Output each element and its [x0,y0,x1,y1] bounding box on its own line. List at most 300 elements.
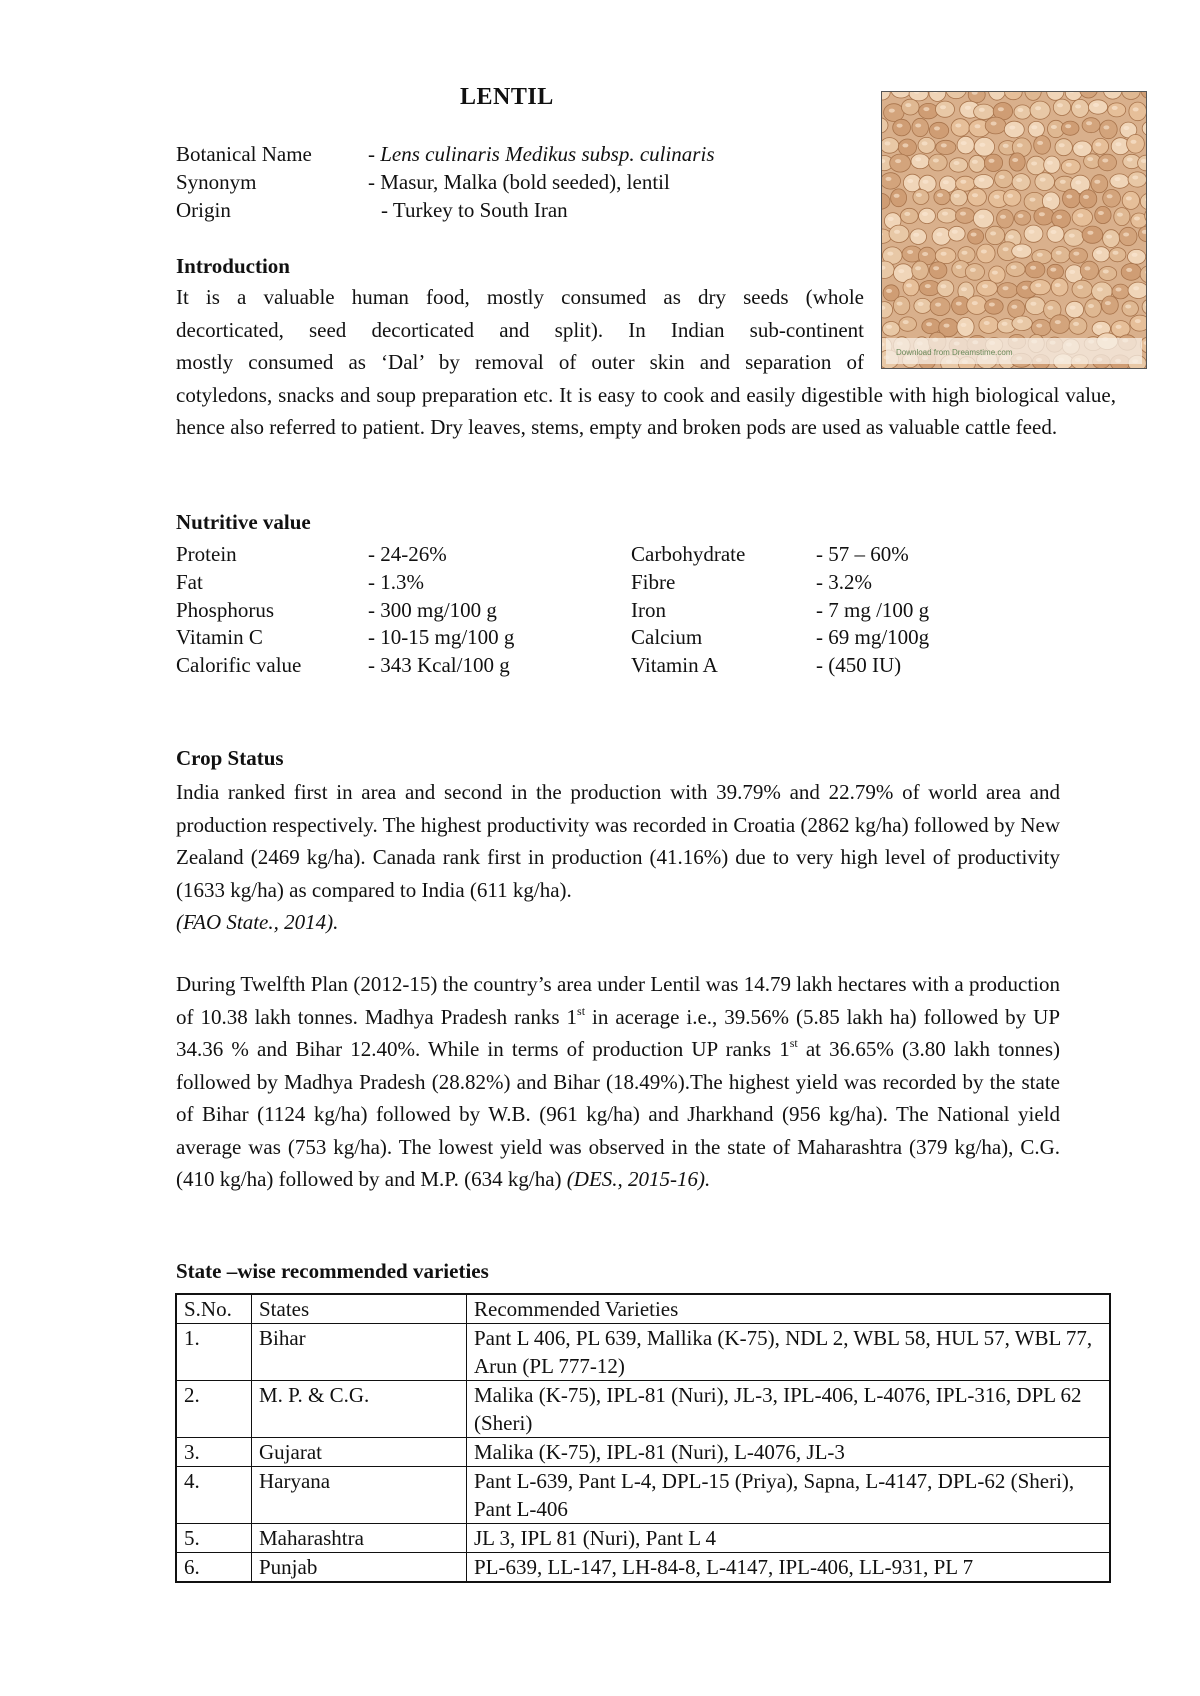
seed-highlight [979,143,985,147]
seed-highlight [975,124,981,128]
seed-highlight [1123,233,1129,237]
seed-highlight [885,141,891,145]
lentil-seed [985,117,1006,134]
seed-highlight [1103,125,1109,129]
seed-highlight [992,271,998,275]
meta-row-botanical-name [176,140,856,168]
seed-highlight [937,193,943,197]
seed-highlight [1116,142,1122,146]
seed-highlight [915,124,921,128]
nutrient-value: - 57 – 60% [816,542,909,566]
meta-key: Botanical Name [176,142,312,166]
seed-highlight [961,141,967,145]
seed-highlight [1007,194,1013,198]
seed-highlight [898,269,904,273]
seed-highlight [1125,305,1131,309]
lentil-seed [950,190,967,206]
lentil-seed [984,154,1002,171]
seed-highlight [1069,270,1075,274]
lentil-seed [1028,121,1044,137]
lentil-seed [900,208,918,223]
paragraph-text: India ranked first in area and second in the production with 39.79% and 22.79% of world area and production respectively. The highest productivity was recorded in Croatia (2862 kg/ha) followed by New Zealand (2469 kg/ha). Canada rank first in production (41.16%) due to very high level of productivity (1633 kg/ha) as compared to India (611 kg/ha). [176,780,1060,902]
seed-highlight [962,251,968,255]
lentil-seed [1069,248,1087,263]
seed-highlight [970,268,976,272]
lentil-seed [1088,100,1107,114]
lentil-seed [968,229,984,244]
lentil-seed [1061,159,1080,174]
lentil-seed [1122,191,1139,209]
seed-highlight [1008,235,1014,239]
seed-highlight [1132,176,1138,180]
seed-highlight [922,252,928,256]
seed-highlight [972,160,978,164]
seed-highlight [933,266,939,270]
seed-highlight [1116,325,1122,329]
lentil-seed [974,104,994,119]
lentil-seed [1128,249,1146,264]
page-title: LENTIL [460,84,554,110]
seed-highlight [954,194,960,198]
lentil-seed [1103,230,1120,248]
seed-highlight [1117,213,1123,217]
seed-highlight [965,106,971,110]
lentil-seed [951,119,969,137]
nutrient-name: Fibre [631,569,676,594]
table-row [176,1553,1110,1583]
lentil-seed [1006,262,1025,277]
lentil-seed [995,170,1013,188]
column-header: S.No. [176,1294,252,1324]
seed-highlight [955,124,961,128]
seed-highlight [952,230,958,234]
table-row [176,1438,1110,1467]
seed-highlight [1050,268,1056,272]
seed-highlight [960,212,966,216]
seed-highlight [1107,194,1113,198]
seed-highlight [916,193,922,197]
varieties-heading: State –wise recommended varieties [176,1259,489,1283]
lentil-seed [1082,226,1103,243]
cell-sno: 6. [176,1553,252,1583]
lentil-seed [1055,139,1072,156]
nutrient-name: Protein [176,542,237,566]
seed-highlight [1093,103,1099,107]
seed-highlight [1011,265,1017,269]
seed-highlight [1133,286,1139,290]
seed-highlight [1126,268,1132,272]
seed-highlight [907,250,913,254]
seed-highlight [1009,126,1015,130]
cell-varieties: PL-639, LL-147, LH-84-8, L-4147, IPL-406, LL-931, PL 7 [467,1553,1111,1583]
seed-highlight [897,124,903,128]
seed-highlight [1066,163,1072,167]
table-row [176,1324,1110,1381]
nutrient-value: - 10-15 mg/100 g [368,625,515,650]
lentil-seed [1012,244,1032,258]
nutrient-name: Phosphorus [176,597,275,622]
seed-highlight [1037,141,1043,145]
seed-highlight [1127,158,1133,162]
cell-state: M. P. & C.G. [252,1381,467,1438]
lentil-seed [1121,264,1141,281]
superscript: st [577,1003,586,1018]
lentil-seed [965,264,984,281]
seed-highlight [1003,247,1009,251]
lentil-seed [1027,156,1046,175]
seed-highlight [888,217,894,221]
lentil-seed [949,158,967,172]
lentil-seed [1053,99,1070,115]
cell-state: Maharashtra [252,1524,467,1553]
lentil-seed [974,175,994,189]
intro-line: It is a valuable human food, mostly consumed as dry seeds (whole [176,285,864,309]
seed-highlight [1030,198,1036,202]
lentil-seed [912,118,929,136]
lentil-seed [1025,262,1045,278]
seed-highlight [922,212,928,216]
lentil-seed [919,103,939,118]
seed-highlight [1096,250,1102,254]
seed-highlight [1077,145,1083,149]
nutritive-row [176,652,1076,680]
nutrient-value: - 24-26% [368,542,447,566]
lentil-seed [1003,190,1021,207]
seed-highlight [940,105,946,109]
seed-highlight [923,180,929,184]
lentil-seed [918,137,935,153]
lentil-seed [949,226,966,241]
lentil-seed [1114,208,1130,226]
seed-highlight [1000,215,1006,219]
lentil-seed [1130,315,1146,331]
nutrient-name: Carbohydrate [631,542,746,566]
seed-highlight [915,157,921,161]
seed-highlight [1098,211,1104,215]
nutritive-table [176,541,1076,680]
seed-highlight [1012,158,1018,162]
cell-sno: 2. [176,1381,252,1438]
seed-highlight [1084,266,1090,270]
cell-sno: 5. [176,1524,252,1553]
cell-varieties: Malika (K-75), IPL-81 (Nuri), L-4076, JL-3 [467,1438,1111,1467]
seed-highlight [1003,144,1009,148]
meta-row-origin [176,196,856,224]
crop-status-paragraph-2 [176,968,1060,1196]
lentil-seed [997,210,1014,229]
lentil-seed [1095,206,1111,223]
lentil-seed [977,244,995,263]
nutrient-name: Vitamin A [631,653,718,678]
nutritive-row [176,541,1076,569]
lentil-seed [957,136,974,154]
lentil-seed [891,189,907,207]
seed-highlight [1057,103,1063,107]
nutrient-value: - 69 mg/100g [816,625,930,650]
lentil-seed [969,155,985,172]
nutritive-row [176,569,1076,597]
seed-highlight [1126,196,1132,200]
lentil-seed [1129,102,1146,121]
seed-highlight [1031,162,1037,166]
seed-highlight [1106,235,1112,239]
lentil-seed [1128,172,1146,187]
seed-highlight [894,194,900,198]
nutritive-row [176,597,1076,625]
lentil-seed [934,190,950,205]
seed-highlight [1131,140,1137,144]
lentil-seed [1099,267,1117,281]
seed-highlight [1051,230,1057,234]
meta-value: - Turkey to South Iran [381,198,568,222]
seed-highlight [895,159,901,163]
seed-highlight [905,103,911,107]
seed-highlight [941,143,947,147]
table-header-row [176,1294,1110,1324]
seed-highlight [1077,213,1083,217]
seed-highlight [1056,251,1062,255]
lentil-seed [884,104,904,122]
lentil-seed [889,225,909,242]
seed-highlight [902,143,908,147]
seed-highlight [1123,126,1129,130]
lentil-seed [929,262,947,279]
lentil-seed [913,190,929,205]
lentil-seed [956,176,975,191]
nutrient-value: - 1.3% [368,569,424,594]
seed-highlight [991,122,997,126]
lentil-seed [1064,229,1084,246]
lentil-seed [1109,248,1126,262]
seed-highlight [1031,125,1037,129]
lentil-seed [1014,105,1031,119]
seed-highlight [887,252,893,256]
seed-highlight [1066,195,1072,199]
lentil-seed [973,209,993,228]
seed-highlight [942,212,948,216]
lentil-seed [1047,264,1063,279]
seed-highlight [999,175,1005,179]
lentil-seed [1063,189,1081,208]
seed-highlight [1069,234,1075,238]
lentil-seed [1092,138,1109,154]
seed-highlight [1039,212,1045,216]
lentil-seed [893,119,911,136]
seed-highlight [994,195,1000,199]
lentil-seed [968,188,987,206]
lentil-seed [1093,247,1110,262]
lentil-seed [1108,103,1126,117]
cell-state: Haryana [252,1467,467,1524]
lentil-seed [919,208,936,223]
watermark-text: Download from Dreamstime.com [896,348,1013,357]
intro-line: mostly consumed as ‘Dal’ by removal of outer skin and separation of [176,350,864,374]
seed-highlight [1051,125,1057,129]
lentil-seed [1035,173,1055,191]
lentil-seed [1100,120,1118,139]
lentil-seed [1052,210,1071,228]
meta-value: - Masur, Malka (bold seeded), lentil [368,170,670,194]
seed-highlight [981,250,987,254]
meta-value: - Lens culinaris Medikus subsp. culinaris [368,142,715,166]
lentil-seed [902,99,920,115]
seed-highlight [1103,270,1109,274]
crop-status-paragraph-1 [176,776,1060,939]
table-row [176,1381,1110,1438]
lentil-seed [910,229,927,245]
seed-highlight [889,109,895,113]
seed-highlight [971,233,977,237]
cell-sno: 4. [176,1467,252,1524]
lentil-seed [1080,261,1098,279]
paragraph-text: at 36.65% (3.80 lakh tonnes) followed by Madhya Pradesh (28.82%) and Bihar (18.49%).The highest yield was recorded by the state of Bihar (1124 kg/ha) followed by W.B. (961 kg/ha) and Jharkhand (956 kg/ha). The National yield average was (753 kg/ha). The lowest yield was observed in the state of Maharashtra (379 kg/ha), C.G. (410 kg/ha) followed by and M.P. (634 kg/ha) [176,1037,1060,1191]
lentil-seed [1072,209,1092,227]
seed-highlight [972,193,978,197]
seed-highlight [979,178,985,182]
lentil-seed [912,261,929,279]
seed-highlight [1095,142,1101,146]
lentil-seed [1082,118,1100,133]
lentil-seed [1098,154,1116,171]
lentil-seed [1091,175,1108,193]
lentil-seed [936,140,956,154]
introduction-text [176,281,1116,444]
varieties-table [175,1293,1111,1583]
seed-highlight [956,265,962,269]
lentil-seed [986,226,1005,244]
table-row [176,1467,1110,1524]
seed-highlight [1073,252,1079,256]
column-header: Recommended Varieties [467,1294,1111,1324]
cell-state: Gujarat [252,1438,467,1467]
lentil-seed [1051,247,1070,263]
seed-highlight [1065,124,1071,128]
lentil-seed [1012,174,1030,191]
seed-highlight [990,231,996,235]
seed-highlight [1017,247,1023,251]
seed-highlight [1017,108,1023,112]
cell-varieties: Malika (K-75), IPL-81 (Nuri), JL-3, IPL-406, L-4076, IPL-316, DPL 62 (Sheri) [467,1381,1111,1438]
seed-highlight [1113,251,1119,255]
lentil-seed [911,154,929,169]
lentil-seed [1034,207,1054,225]
lentil-seed [974,137,994,156]
seed-highlight [1087,231,1093,235]
seed-highlight [1094,180,1100,184]
seed-highlight [894,230,900,234]
nutrient-value: - (450 IU) [816,653,902,678]
seed-highlight [915,266,921,270]
seed-highlight [1017,143,1023,147]
paragraph-text: During Twelfth Plan (2012-15) the country’s area under Lentil was 14.79 lakh hectares with a production of 10.38 lakh tonnes. Madhya Pradesh ranks 1 [176,972,1060,1029]
crop-status-heading: Crop Status [176,746,284,770]
meta-key: Origin [176,198,231,222]
seed-highlight [1116,288,1122,292]
nutritive-heading: Nutritive value [176,510,311,534]
lentil-seed [898,139,916,156]
seed-highlight [1040,178,1046,182]
seed-highlight [941,252,947,256]
lentil-seed [1128,282,1146,298]
seed-highlight [943,180,949,184]
lentil-seed [929,154,948,171]
introduction-heading: Introduction [176,254,290,278]
seed-highlight [1046,197,1052,201]
seed-highlight [1060,180,1066,184]
nutritive-row [176,624,1076,652]
seed-highlight [1135,319,1141,323]
lentil-seed [1030,101,1050,119]
seed-highlight [1112,106,1118,110]
lentil-seed [935,248,956,264]
botanical-info [176,140,856,224]
lentil-seed [1119,227,1137,245]
seed-highlight [1132,253,1138,257]
cell-varieties: Pant L 406, PL 639, Mallika (K-75), NDL 2, WBL 58, HUL 57, WBL 77, Arun (PL 777-12) [467,1324,1111,1381]
lentil-seed [937,208,956,223]
seed-highlight [904,212,910,216]
seed-highlight [979,108,985,112]
seed-highlight [954,161,960,165]
cell-sno: 1. [176,1324,252,1381]
intro-line: decorticated, seed decorticated and split). In Indian sub-continent [176,317,864,342]
lentil-seed [1127,135,1145,154]
seed-highlight [1102,159,1108,163]
seed-highlight [1083,195,1089,199]
lentil-seed [890,154,911,172]
citation: (DES., 2015-16). [566,1167,711,1191]
cell-varieties: JL 3, IPL 81 (Nuri), Pant L 4 [467,1524,1111,1553]
lentil-seed [882,173,901,189]
seed-highlight [1030,266,1036,270]
lentil-seed [1034,136,1051,155]
cell-varieties: Pant L-639, Pant L-4, DPL-15 (Priya), Sapna, L-4147, DPL-62 (Sheri), Pant L-406 [467,1467,1111,1524]
seed-highlight [1047,161,1053,165]
table-row [176,1524,1110,1553]
lentil-seed [1131,213,1146,228]
seed-highlight [1133,107,1139,111]
nutrient-value: - 300 mg/100 g [368,597,497,622]
seed-highlight [922,141,928,145]
lentil-seed [1122,301,1138,316]
nutrient-name: Iron [631,597,666,622]
lentil-seed [1004,121,1024,138]
seed-highlight [907,179,913,183]
nutrient-value: - 7 mg /100 g [816,597,930,622]
cell-state: Bihar [252,1324,467,1381]
seed-highlight [989,159,995,163]
nutrient-name: Calcium [631,625,703,650]
meta-row-synonym [176,168,856,196]
nutrient-value: - 3.2% [816,569,872,594]
lentil-seed [956,208,975,224]
lentil-seed [1103,190,1121,208]
seed-highlight [1029,230,1035,234]
seed-highlight [1056,215,1062,219]
superscript: st [789,1036,798,1050]
seed-highlight [913,233,919,237]
seed-highlight [979,215,985,219]
column-header: States [252,1294,467,1324]
seed-highlight [933,159,939,163]
lentil-seed [1009,153,1025,171]
nutrient-name: Fat [176,569,203,594]
seed-highlight [1086,121,1092,125]
lentil-seed [1014,211,1030,226]
citation: (FAO State., 2014). [176,910,339,934]
seed-highlight [1037,253,1043,257]
seed-highlight [1035,106,1041,110]
